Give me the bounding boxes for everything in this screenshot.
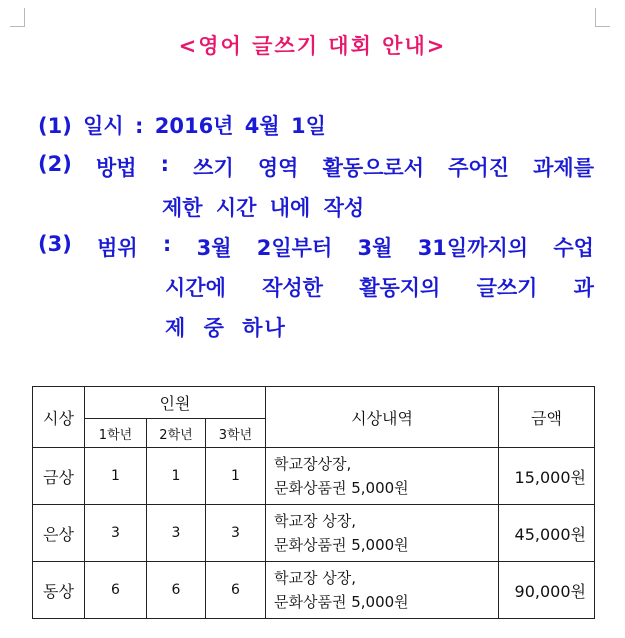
method-word: 과제를 [533,156,594,180]
table-row [33,505,595,562]
method-word: 영역 [257,156,299,180]
prize-table [32,386,595,619]
detail-line: 문화상품권 5,000원 [274,593,409,611]
detail-line: 문화상품권 5,000원 [274,479,409,497]
schedule-label: 일시 [83,114,124,138]
method-word: 쓰기 [193,156,234,180]
table-header-row [33,387,595,419]
count-cell: 1 [206,448,266,505]
header-grade-3: 3학년 [206,419,266,448]
detail-line: 문화상품권 5,000원 [274,536,409,554]
header-award: 시상 [33,387,85,448]
scope-marker: (3) [38,232,72,256]
count-cell: 3 [85,505,147,562]
header-count: 인원 [85,387,266,419]
document-title: <영어 글쓰기 대회 안내> [178,34,447,58]
table-row [33,448,595,505]
schedule-line [38,110,326,140]
method-line-1 [38,152,594,182]
scope-word: 31일까지의 [417,236,529,260]
award-name: 동상 [33,562,85,619]
method-word: 활동으로서 [322,156,425,180]
award-name: 금상 [33,448,85,505]
detail-line: 학교장 상장, [274,512,356,530]
count-cell: 1 [147,448,206,505]
method-line-2: 제한 시간 내에 작성 [162,196,365,220]
method-word: 주어진 [448,156,509,180]
count-cell: 6 [147,562,206,619]
header-amount: 금액 [499,387,595,448]
scope-word: 3월 [196,236,232,260]
header-details: 시상내역 [266,387,499,448]
scope-label: 범위 [97,236,138,260]
scope-line-3: 제 중 하나 [165,316,287,340]
header-grade-2: 2학년 [147,419,206,448]
schedule-separator: : [135,114,144,138]
page-corner-mark-right [595,8,610,27]
detail-line: 학교장 상장, [274,569,356,587]
page-corner-mark-left [10,8,25,27]
schedule-marker: (1) [38,114,72,138]
schedule-value: 2016년 4월 1일 [154,114,326,138]
count-cell: 1 [85,448,147,505]
scope-word: 활동지의 [359,276,441,300]
count-cell: 6 [85,562,147,619]
detail-cell [266,562,499,619]
scope-separator: : [162,232,172,256]
scope-word: 과 [573,276,594,300]
table-row [33,562,595,619]
method-marker: (2) [38,152,72,176]
scope-word: 글쓰기 [476,276,538,300]
scope-word: 2일부터 [256,236,333,260]
scope-word: 시간에 [165,276,226,300]
header-grade-1: 1학년 [85,419,147,448]
method-label: 방법 [95,156,137,180]
detail-cell [266,448,499,505]
scope-word: 작성한 [262,276,323,300]
amount-cell: 45,000원 [499,505,595,562]
scope-word: 수업 [553,236,594,260]
scope-word: 3월 [357,236,393,260]
count-cell: 6 [206,562,266,619]
count-cell: 3 [206,505,266,562]
count-cell: 3 [147,505,206,562]
scope-line-1 [38,232,594,262]
award-name: 은상 [33,505,85,562]
detail-line: 학교장상장, [274,455,352,473]
detail-cell [266,505,499,562]
amount-cell: 90,000원 [499,562,595,619]
method-separator: : [160,152,170,176]
amount-cell: 15,000원 [499,448,595,505]
scope-line-2 [165,272,594,302]
